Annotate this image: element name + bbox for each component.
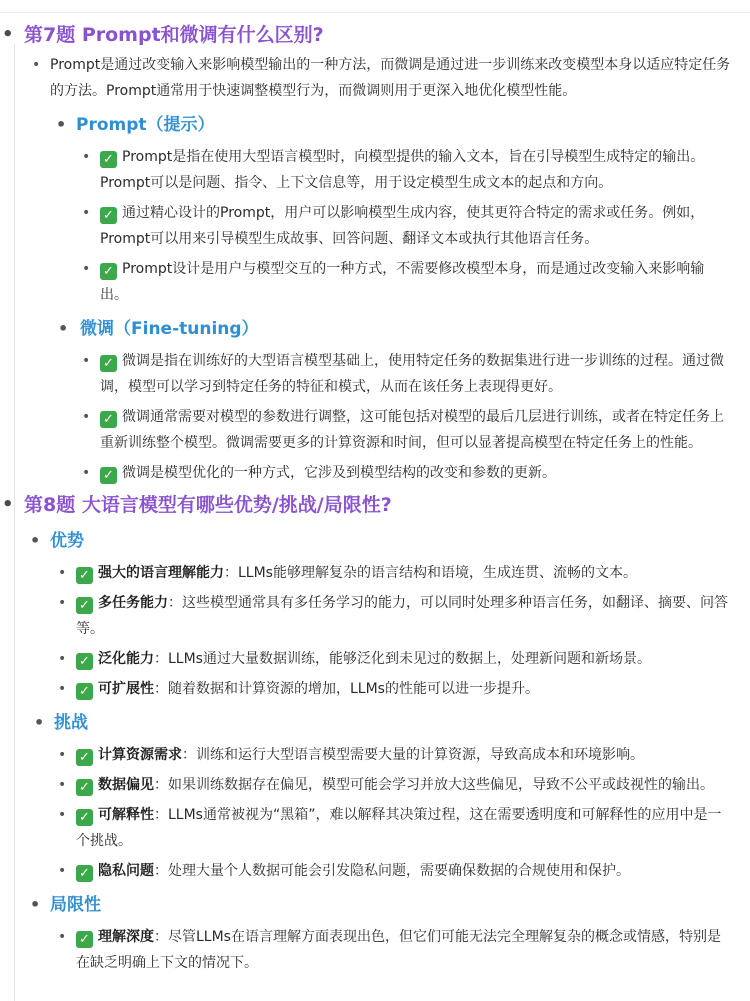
- bullet: •: [2, 494, 14, 515]
- bullet: •: [30, 895, 41, 914]
- bullet: •: [2, 24, 14, 45]
- list-item: • ✓ 理解深度：尽管LLMs在语言理解方面表现出色，但它们可能无法完全理解复杂的概念或情感，特别是在缺乏明确上下文的情况下。: [58, 929, 721, 971]
- list-item: • ✓ 微调通常需要对模型的参数进行调整，这可能包括对模型的最后几层进行训练，或者在特定任务上重新训练整个模型。微调需要更多的计算资源和时间，但可以显著提高模型在特定任务上的性能。: [82, 409, 724, 451]
- check-mark-icon: ✓: [100, 355, 117, 372]
- check-mark-icon: ✓: [76, 567, 93, 584]
- list-item: • ✓ Prompt是指在使用大型语言模型时，向模型提供的输入文本，旨在引导模型生成特定的输出。Prompt可以是问题、指令、上下文信息等，用于设定模型生成文本的起点和方向。: [82, 149, 705, 191]
- document-body: [0, 20, 750, 976]
- list-item: • ✓ 计算资源需求：训练和运行大型语言模型需要大量的计算资源，导致高成本和环境影响。: [58, 747, 644, 765]
- check-mark-icon: ✓: [76, 865, 93, 882]
- list-item: • ✓ 通过精心设计的Prompt，用户可以影响模型生成内容，使其更符合特定的需求或任务。例如，Prompt可以用来引导模型生成故事、回答问题、翻译文本或执行其他语言任务。: [82, 205, 705, 247]
- check-mark-icon: ✓: [76, 749, 93, 766]
- bullet: •: [32, 57, 41, 73]
- list-item: • ✓ 隐私问题：处理大量个人数据可能会引发隐私问题，需要确保数据的合规使用和保护。: [58, 863, 630, 881]
- check-mark-icon: ✓: [100, 263, 117, 280]
- check-mark-icon: ✓: [76, 931, 93, 948]
- top-divider: [0, 12, 750, 13]
- challenges-heading: • 挑战: [0, 708, 750, 738]
- q7-heading: [0, 20, 750, 50]
- check-mark-icon: ✓: [76, 683, 93, 700]
- check-mark-icon: ✓: [100, 151, 117, 168]
- check-mark-icon: ✓: [76, 653, 93, 670]
- check-mark-icon: ✓: [100, 467, 117, 484]
- advantages-heading: • 优势: [0, 526, 750, 556]
- bullet: •: [34, 713, 45, 732]
- list-item: • ✓ Prompt设计是用户与模型交互的一种方式，不需要修改模型本身，而是通过改变输入来影响输出。: [82, 261, 705, 303]
- check-mark-icon: ✓: [76, 809, 93, 826]
- check-mark-icon: ✓: [76, 597, 93, 614]
- list-item: • ✓ 可解释性：LLMs通常被视为“黑箱”，难以解释其决策过程，这在需要透明度和可解释性的应用中是一个挑战。: [58, 807, 722, 849]
- q7-intro: • Prompt是通过改变输入来影响模型输出的一种方法，而微调是通过进一步训练来改变模型本身以适应特定任务的方法。Prompt通常用于快速调整模型行为，而微调则用于更深入地优化模型性能。: [0, 52, 750, 104]
- finetuning-heading: • 微调（Fine-tuning）: [0, 314, 750, 344]
- list-item: • ✓ 数据偏见：如果训练数据存在偏见，模型可能会学习并放大这些偏见，导致不公平或歧视性的输出。: [58, 777, 714, 795]
- list-item: • ✓ 可扩展性：随着数据和计算资源的增加，LLMs的性能可以进一步提升。: [58, 681, 539, 699]
- bullet: •: [58, 319, 69, 338]
- prompt-heading: • Prompt（提示）: [0, 110, 750, 140]
- q8-heading: [0, 490, 750, 520]
- list-item: • ✓ 泛化能力：LLMs通过大量数据训练，能够泛化到未见过的数据上，处理新问题和新场景。: [58, 651, 651, 669]
- q8-title: 第8题 大语言模型有哪些优势/挑战/局限性?: [24, 494, 392, 516]
- check-mark-icon: ✓: [100, 207, 117, 224]
- list-item: • ✓ 强大的语言理解能力：LLMs能够理解复杂的语言结构和语境，生成连贯、流畅的文本。: [58, 565, 637, 583]
- list-item: • ✓ 多任务能力：这些模型通常具有多任务学习的能力，可以同时处理多种语言任务，如翻译、摘要、问答等。: [58, 595, 728, 637]
- check-mark-icon: ✓: [76, 779, 93, 796]
- bullet: •: [30, 531, 41, 550]
- limitations-heading: • 局限性: [0, 890, 750, 920]
- list-item: • ✓ 微调是指在训练好的大型语言模型基础上，使用特定任务的数据集进行进一步训练的过程。通过微调，模型可以学习到特定任务的特征和模式，从而在该任务上表现得更好。: [82, 353, 724, 395]
- q7-title: 第7题 Prompt和微调有什么区别?: [24, 24, 324, 46]
- list-item: • ✓ 微调是模型优化的一种方式，它涉及到模型结构的改变和参数的更新。: [82, 465, 556, 483]
- bullet: •: [56, 115, 67, 134]
- check-mark-icon: ✓: [100, 411, 117, 428]
